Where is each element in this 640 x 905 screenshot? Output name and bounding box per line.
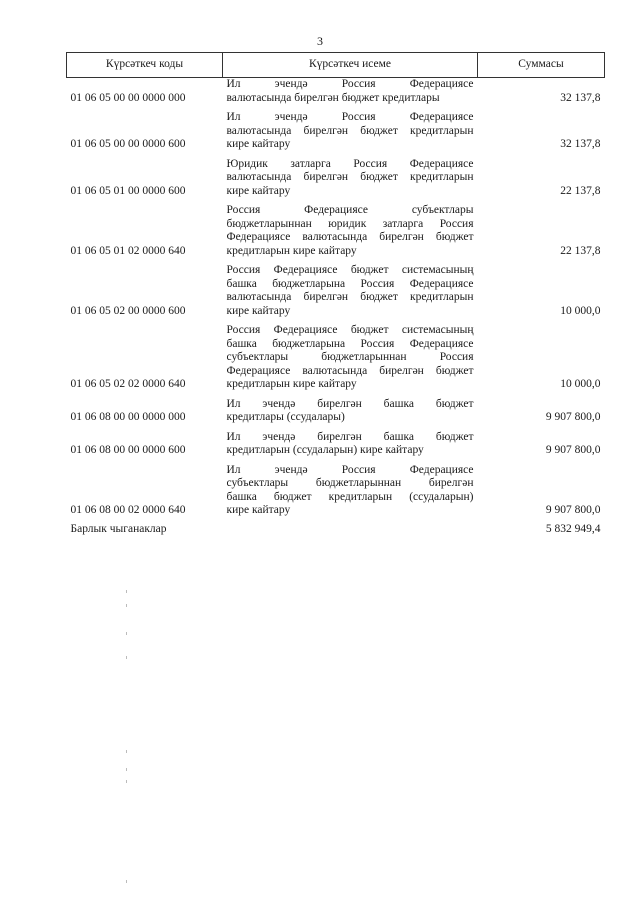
indicator-name-line: кире кайтару bbox=[226, 304, 291, 317]
indicator-name-line: субъектлары бюджетларыннан Россия bbox=[226, 351, 474, 363]
table-row bbox=[67, 464, 605, 518]
header-indicator-code: Күрсәткеч коды bbox=[67, 53, 223, 78]
indicator-name-line: Ил эчендә Россия Федерациясе bbox=[226, 463, 474, 476]
indicator-code: 01 06 08 00 00 0000 600 bbox=[70, 444, 186, 456]
indicator-name-line: Ил эчендә бирелгән башка бюджет bbox=[226, 430, 474, 443]
amount: 22 137,8 bbox=[560, 184, 601, 197]
indicator-code: 01 06 05 01 02 0000 640 bbox=[70, 244, 186, 257]
indicator-name-line: башка бюджет кредитларын (ссудаларын) bbox=[226, 490, 474, 503]
table-row bbox=[67, 158, 605, 199]
amount: 9 907 800,0 bbox=[545, 411, 601, 423]
indicator-name-line: Россия Федерациясе бюджет системасының bbox=[226, 264, 474, 276]
amount: 9 907 800,0 bbox=[545, 444, 601, 456]
amount: 10 000,0 bbox=[560, 378, 601, 390]
indicator-name-line: кире кайтару bbox=[226, 138, 291, 150]
indicator-name-line: башка бюджетларына Россия Федерациясе bbox=[226, 277, 474, 290]
total-label: Барлык чыганаклар bbox=[70, 522, 167, 535]
indicator-name-line: валютасында бирелгән бюджет кредитларын bbox=[226, 171, 474, 183]
indicator-name bbox=[223, 264, 478, 318]
scan-artifact bbox=[126, 590, 130, 890]
table-row bbox=[67, 264, 605, 318]
indicator-name bbox=[223, 324, 478, 392]
indicator-name-line: кредитларын (ссудаларын) кире кайтару bbox=[226, 444, 424, 456]
indicator-name-line: Ил эчендә Россия Федерациясе bbox=[226, 78, 474, 90]
header-amount: Суммасы bbox=[478, 53, 605, 78]
indicator-name-line: валютасында бирелгән бюджет кредитларын bbox=[226, 291, 474, 303]
indicator-name-line: башка бюджетларына Россия Федерациясе bbox=[226, 337, 474, 350]
indicator-code: 01 06 05 00 00 0000 600 bbox=[70, 138, 186, 150]
indicator-name-line: кредитлары (ссудалары) bbox=[226, 411, 345, 423]
indicator-name-line: бюджетларыннан юридик затларга Россия bbox=[226, 217, 474, 230]
total-amount: 5 832 949,4 bbox=[545, 522, 601, 535]
indicator-name bbox=[223, 111, 478, 152]
indicator-name-line: Федерациясе валютасында бирелгән бюджет bbox=[226, 231, 474, 243]
indicator-name-line: валютасында бирелгән бюджет кредитлары bbox=[226, 91, 440, 104]
indicator-name-line: кредитларын кире кайтару bbox=[226, 378, 357, 390]
indicator-name-line: валютасында бирелгән бюджет кредитларын bbox=[226, 124, 474, 137]
amount: 32 137,8 bbox=[560, 91, 601, 104]
header-indicator-name: Күрсәткеч исеме bbox=[223, 53, 478, 78]
indicator-name-line: кире кайтару bbox=[226, 184, 291, 197]
budget-sources-table bbox=[66, 52, 605, 536]
table-row bbox=[67, 111, 605, 152]
indicator-code: 01 06 05 02 00 0000 600 bbox=[70, 304, 186, 317]
indicator-name-line: Юридик затларга Россия Федерациясе bbox=[226, 157, 474, 170]
table-row bbox=[67, 324, 605, 392]
indicator-name bbox=[223, 398, 478, 425]
indicator-name bbox=[223, 204, 478, 258]
table-row bbox=[67, 431, 605, 458]
table-row bbox=[67, 204, 605, 258]
indicator-name bbox=[223, 431, 478, 458]
indicator-name-line: Ил эчендә Россия Федерациясе bbox=[226, 111, 474, 123]
indicator-code: 01 06 05 01 00 0000 600 bbox=[70, 184, 186, 197]
indicator-name bbox=[223, 464, 478, 518]
indicator-code: 01 06 08 00 02 0000 640 bbox=[70, 504, 186, 516]
table-body bbox=[67, 78, 605, 537]
amount: 32 137,8 bbox=[560, 138, 601, 150]
indicator-name-line: Федерациясе валютасында бирелгән бюджет bbox=[226, 364, 474, 377]
amount: 10 000,0 bbox=[560, 304, 601, 317]
indicator-name-line: субъектлары бюджетларыннан бирелгән bbox=[226, 477, 474, 489]
page-number: 3 bbox=[317, 34, 323, 48]
amount: 9 907 800,0 bbox=[545, 504, 601, 516]
indicator-code: 01 06 05 00 00 0000 000 bbox=[70, 91, 186, 104]
total-empty-cell bbox=[223, 518, 478, 537]
indicator-name-line: Ил эчендә бирелгән башка бюджет bbox=[226, 397, 474, 410]
table-row bbox=[67, 398, 605, 425]
indicator-name-line: кредитларын кире кайтару bbox=[226, 244, 357, 257]
amount: 22 137,8 bbox=[560, 244, 601, 257]
indicator-name-line: Россия Федерациясе субъектлары bbox=[226, 204, 474, 216]
indicator-name bbox=[223, 78, 478, 106]
indicator-name bbox=[223, 158, 478, 199]
table-header-row bbox=[67, 53, 605, 78]
indicator-name-line: Россия Федерациясе бюджет системасының bbox=[226, 324, 474, 336]
indicator-code: 01 06 08 00 00 0000 000 bbox=[70, 411, 186, 423]
total-row bbox=[67, 518, 605, 537]
table-row bbox=[67, 78, 605, 106]
indicator-code: 01 06 05 02 02 0000 640 bbox=[70, 378, 186, 390]
indicator-name-line: кире кайтару bbox=[226, 504, 291, 516]
